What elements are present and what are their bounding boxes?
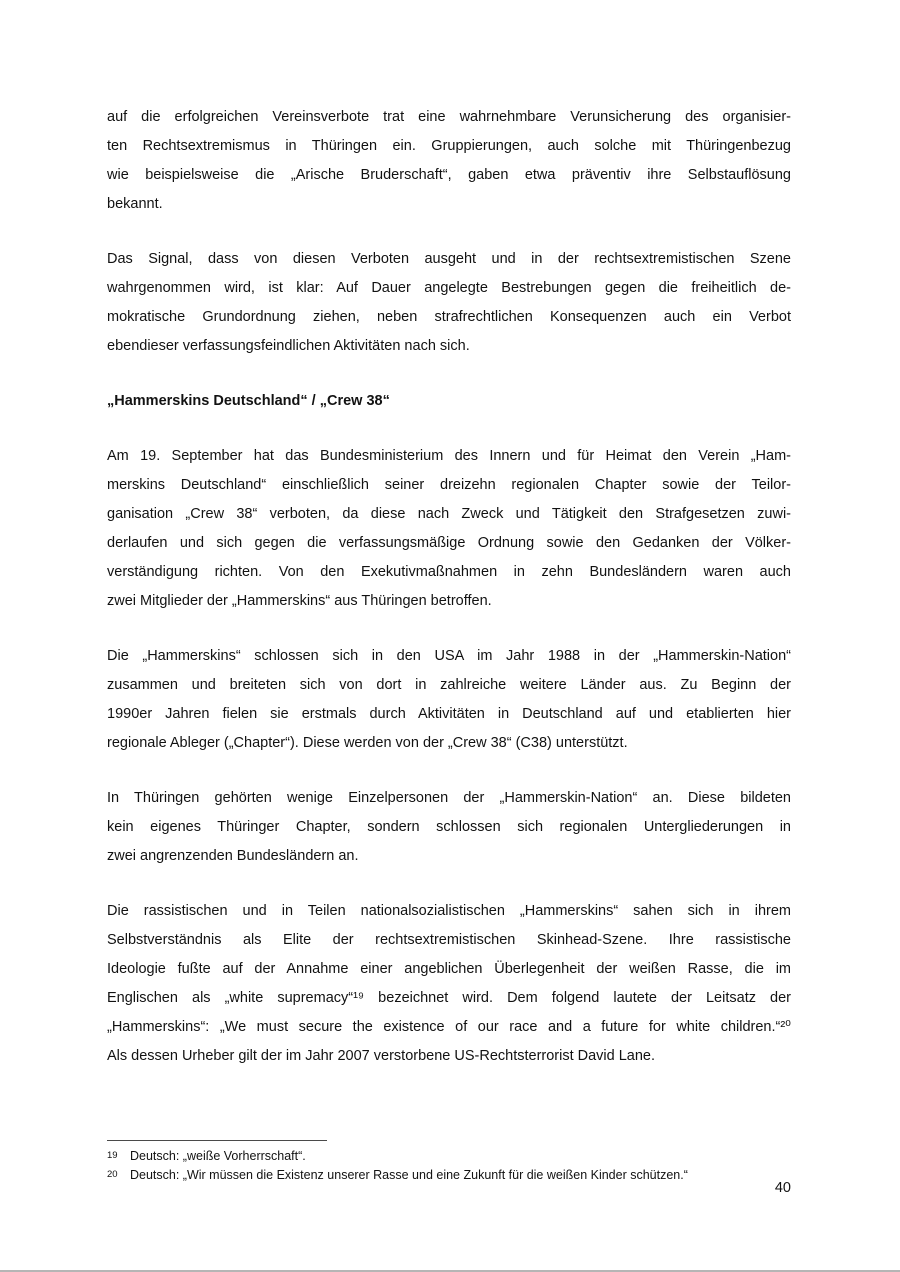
- text-line: ten Rechtsextremismus in Thüringen ein. Gruppierungen, auch solche mit Thüringenbezug: [107, 138, 791, 154]
- text-line: ebendieser verfassungsfeindlichen Aktivitäten nach sich.: [107, 338, 470, 354]
- footnote-separator: [107, 1140, 327, 1141]
- text-line: Die rassistischen und in Teilen nationalsozialistischen „Hammerskins“ sahen sich in ihrem: [107, 903, 791, 919]
- text-line: Ideologie fußte auf der Annahme einer angeblichen Überlegenheit der weißen Rasse, die im: [107, 961, 791, 977]
- paragraph: [107, 642, 791, 758]
- text-line: regionale Ableger („Chapter“). Diese werden von der „Crew 38“ (C38) unterstützt.: [107, 735, 628, 751]
- text-line: 1990er Jahren fielen sie erstmals durch Aktivitäten in Deutschland auf und etablierten hier: [107, 706, 791, 722]
- text-line: Selbstverständnis als Elite der rechtsextremistischen Skinhead-Szene. Ihre rassistische: [107, 932, 791, 948]
- text-line: merskins Deutschland“ einschließlich seiner dreizehn regionalen Chapter sowie der Teilor-: [107, 477, 791, 493]
- section-heading: „Hammerskins Deutschland“ / „Crew 38“: [107, 393, 390, 409]
- text-line: bekannt.: [107, 196, 163, 212]
- footnote-section: [107, 1140, 791, 1184]
- paragraph: [107, 897, 791, 1071]
- footnote-text: Deutsch: „weiße Vorherrschaft“.: [130, 1149, 306, 1163]
- paragraph: [107, 245, 791, 361]
- text-line: „Hammerskins“: „We must secure the existence of our race and a future for white children.“²⁰: [107, 1019, 791, 1035]
- footnote-number: 20: [107, 1168, 118, 1180]
- text-line: Die „Hammerskins“ schlossen sich in den USA im Jahr 1988 in der „Hammerskin-Nation“: [107, 648, 791, 664]
- page-content: [107, 103, 791, 1097]
- footnote-number: 19: [107, 1150, 118, 1161]
- paragraph: [107, 784, 791, 871]
- text-line: wie beispielsweise die „Arische Bruderschaft“, gaben etwa präventiv ihre Selbstauflösung: [107, 167, 791, 183]
- text-line: Englischen als „white supremacy“¹⁹ bezeichnet wird. Dem folgend lautete der Leitsatz der: [107, 990, 791, 1006]
- text-line: wahrgenommen wird, ist klar: Auf Dauer angelegte Bestrebungen gegen die freiheitlich de-: [107, 280, 791, 296]
- text-line: verständigung richten. Von den Exekutivmaßnahmen in zehn Bundesländern waren auch: [107, 564, 791, 580]
- footnote-text: Deutsch: „Wir müssen die Existenz unserer Rasse und eine Zukunft für die weißen Kinder schützen.“: [130, 1167, 688, 1182]
- text-line: zwei angrenzenden Bundesländern an.: [107, 848, 359, 864]
- text-line: Am 19. September hat das Bundesministerium des Innern und für Heimat den Verein „Ham-: [107, 448, 791, 464]
- text-line: auf die erfolgreichen Vereinsverbote trat eine wahrnehmbare Verunsicherung des organisier-: [107, 109, 791, 125]
- text-line: derlaufen und sich gegen die verfassungsmäßige Ordnung sowie den Gedanken der Völker-: [107, 535, 791, 551]
- paragraph: [107, 103, 791, 219]
- text-line: zusammen und breiteten sich von dort in zahlreiche weitere Länder aus. Zu Beginn der: [107, 677, 791, 693]
- footnote: [107, 1147, 791, 1166]
- text-line: kein eigenes Thüringer Chapter, sondern schlossen sich regionalen Untergliederungen in: [107, 819, 791, 835]
- paragraph: [107, 442, 791, 616]
- text-line: mokratische Grundordnung ziehen, neben strafrechtlichen Konsequenzen auch ein Verbot: [107, 309, 791, 325]
- text-line: In Thüringen gehörten wenige Einzelpersonen der „Hammerskin-Nation“ an. Diese bildeten: [107, 790, 791, 806]
- page-number: 40: [774, 1180, 791, 1196]
- footnote: [107, 1166, 791, 1185]
- text-line: zwei Mitglieder der „Hammerskins“ aus Thüringen betroffen.: [107, 593, 492, 609]
- text-line: ganisation „Crew 38“ verboten, da diese nach Zweck und Tätigkeit den Strafgesetzen zuwi-: [107, 506, 791, 522]
- text-line: Das Signal, dass von diesen Verboten ausgeht und in der rechtsextremistischen Szene: [107, 251, 791, 267]
- text-line: Als dessen Urheber gilt der im Jahr 2007 verstorbene US-Rechtsterrorist David Lane.: [107, 1048, 656, 1064]
